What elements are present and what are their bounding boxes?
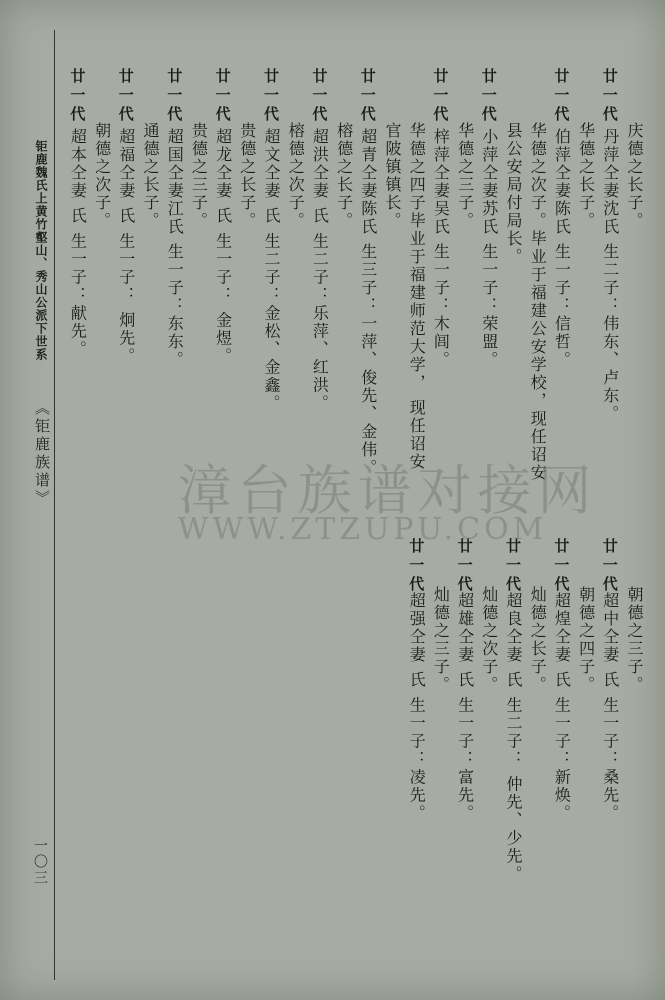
generation-label: 廿一代 (165, 68, 184, 125)
series-title: 钜鹿魏氏上黄竹壑山、秀山公派下世系 (34, 140, 48, 361)
member-entry: 超福仝妻 氏 生一子： 炯先。 (116, 128, 136, 366)
member-entry: 梓萍仝妻吴氏 生一子：木闾。 (431, 128, 451, 370)
generation-label: 廿一代 (504, 538, 522, 595)
generation-label: 廿一代 (68, 68, 87, 125)
generation-label: 廿一代 (310, 68, 329, 125)
member-entry: 超良仝妻 氏 生二子： 仲先、少先。 (504, 592, 523, 884)
parent-note: 榕德之长子。 (334, 122, 354, 230)
member-entry: 丹萍仝妻沈氏 生二子：伟东、卢东。 (600, 128, 620, 424)
generation-label: 廿一代 (358, 68, 377, 125)
parent-note: 灿德之三子。 (431, 586, 451, 694)
parent-note: 灿德之长子。 (528, 586, 548, 694)
parent-note: 官陂镇镇长。 (383, 122, 402, 230)
page-number: 一〇三 (32, 838, 48, 886)
member-entry: 超青仝妻陈氏 生三子：一萍、俊先、金伟。 (358, 128, 378, 478)
parent-note: 县公安局付局长。 (504, 122, 523, 266)
member-entry: 超雄仝妻 氏 生一子：富先。 (455, 592, 475, 823)
generation-label: 廿一代 (479, 68, 498, 125)
parent-note: 贵德之长子。 (237, 122, 257, 230)
generation-label: 廿一代 (262, 68, 280, 125)
member-entry: 超文仝妻 氏 生二子：金松、金鑫。 (262, 128, 281, 413)
parent-note: 灿德之次子。 (479, 586, 499, 694)
parent-note: 朝德之四子。 (576, 586, 596, 694)
generation-label: 廿一代 (600, 538, 619, 595)
parent-note: 华德之四子毕业于福建师范大学， 现任诏安 (407, 122, 427, 472)
generation-label: 廿一代 (600, 68, 619, 125)
parent-note: 朝德之次子。 (92, 122, 112, 230)
parent-note: 通德之长子。 (141, 122, 160, 230)
member-entry: 超煌仝妻 氏 生一子：新焕。 (552, 592, 572, 823)
generation-label: 廿一代 (116, 68, 135, 125)
watermark-chinese: 漳台族谱对接网 (177, 459, 598, 522)
member-entry: 超强仝妻 氏 生一子：凌先。 (407, 592, 427, 823)
generation-label: 廿一代 (552, 68, 571, 125)
member-entry: 小萍仝妻苏氏 生一子：荣盟。 (479, 128, 499, 370)
parent-note: 华德之长子。 (576, 122, 596, 230)
parent-note: 贵德之三子。 (189, 122, 209, 230)
parent-note: 华德之次子。毕业于福建公安学校，现任诏安 (528, 122, 548, 482)
book-title: 《钜鹿族谱》 (33, 400, 51, 508)
member-entry: 超本仝妻 氏 生一子：献先。 (68, 128, 88, 359)
member-entry: 超洪仝妻 氏 生二子：乐萍、红洪。 (310, 128, 330, 413)
parent-note: 朝德之三子。 (625, 586, 644, 694)
member-entry: 伯萍仝妻陈氏 生一子：信哲。 (552, 128, 572, 370)
generation-label: 廿一代 (431, 68, 450, 125)
generation-label: 廿一代 (552, 538, 571, 595)
member-entry: 超中仝妻 氏 生一子：桑先。 (600, 592, 620, 823)
margin-divider (54, 30, 55, 980)
generation-label: 廿一代 (455, 538, 474, 595)
member-entry: 超龙仝妻 氏 生一子： 金煜。 (213, 128, 233, 366)
generation-label: 廿一代 (213, 68, 232, 125)
parent-note: 庆德之长子。 (625, 122, 644, 230)
parent-note: 华德之三子。 (455, 122, 475, 230)
watermark-url: WWW.ZTZUPU.COM (177, 512, 548, 547)
member-entry: 超国仝妻江氏 生一子：东东。 (165, 128, 185, 370)
generation-label: 廿一代 (407, 538, 426, 595)
parent-note: 榕德之次子。 (286, 122, 306, 230)
